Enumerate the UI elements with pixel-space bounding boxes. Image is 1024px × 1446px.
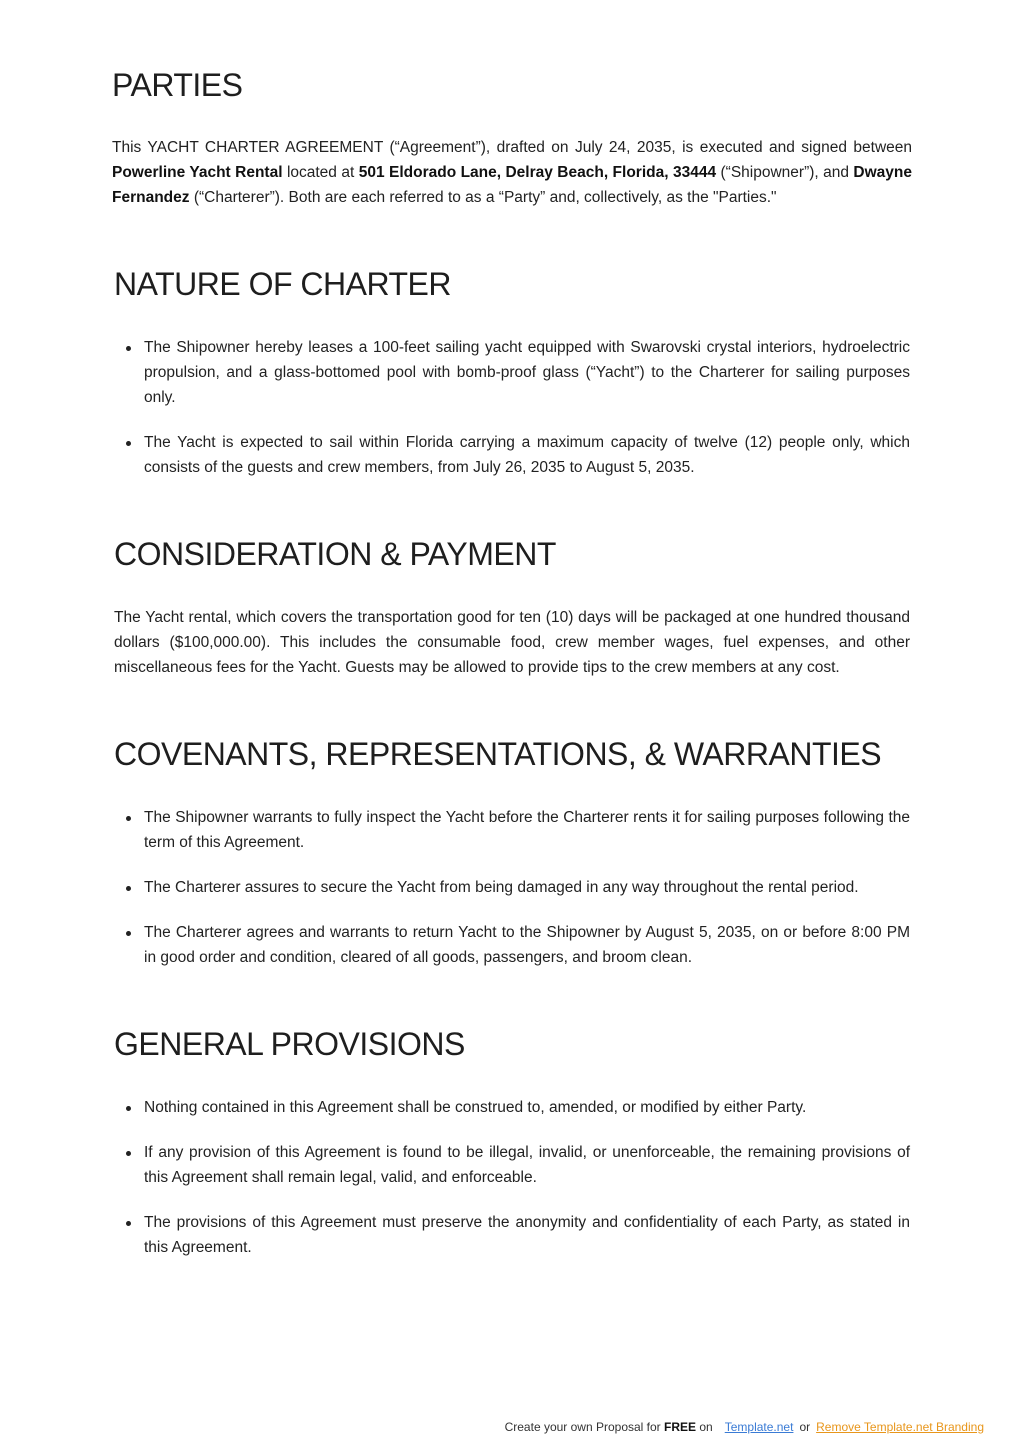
section-heading-consideration-payment: CONSIDERATION & PAYMENT	[114, 536, 556, 572]
parties-text-4: (“Charterer”). Both are each referred to as a “Party” and, collectively, as the "Parties."	[189, 189, 777, 206]
charterer-name: Dwayne Fernandez	[112, 164, 912, 206]
section-heading-covenants: COVENANTS, REPRESENTATIONS, & WARRANTIES	[114, 736, 882, 772]
general-provisions-list	[114, 1095, 910, 1260]
section-heading-nature-of-charter: NATURE OF CHARTER	[114, 266, 451, 302]
parties-text-3: (“Shipowner”), and	[716, 164, 854, 181]
shipowner-address: 501 Eldorado Lane, Delray Beach, Florida, 33444	[358, 164, 717, 181]
list-item: The Yacht is expected to sail within Florida carrying a maximum capacity of twelve (12) people only, which consists of the guests and crew members, from July 26, 2035 to August 5, 2035.	[114, 430, 910, 480]
remove-branding-link[interactable]: Remove Template.net Branding	[816, 1420, 984, 1434]
section-heading-general-provisions: GENERAL PROVISIONS	[114, 1026, 465, 1062]
parties-text-2: located at	[282, 164, 359, 181]
parties-paragraph	[112, 135, 912, 210]
parties-text-1: This YACHT CHARTER AGREEMENT (“Agreement”), drafted on July 24, 2035, is executed and signed between	[112, 139, 912, 156]
footer-or-text: or	[799, 1420, 811, 1434]
list-item: The Shipowner hereby leases a 100-feet sailing yacht equipped with Swarovski crystal interiors, hydroelectric propulsion, and a glass-bottomed pool with bomb-proof glass (“Yacht”) to the Charterer for sailing purposes only.	[114, 335, 910, 410]
list-item: The provisions of this Agreement must preserve the anonymity and confidentiality of each Party, as stated in this Agreement.	[114, 1210, 910, 1260]
shipowner-company-name: Powerline Yacht Rental	[112, 164, 283, 181]
branding-footer	[505, 1419, 984, 1435]
list-item: If any provision of this Agreement is found to be illegal, invalid, or unenforceable, the remaining provisions of this Agreement shall remain legal, valid, and enforceable.	[114, 1140, 910, 1190]
list-item: The Shipowner warrants to fully inspect the Yacht before the Charterer rents it for sailing purposes following the term of this Agreement.	[114, 805, 910, 855]
list-item: Nothing contained in this Agreement shall be construed to, amended, or modified by either Party.	[114, 1095, 910, 1120]
list-item: The Charterer agrees and warrants to return Yacht to the Shipowner by August 5, 2035, on or before 8:00 PM in good order and condition, cleared of all goods, passengers, and broom clean.	[114, 920, 910, 970]
list-item: The Charterer assures to secure the Yacht from being damaged in any way throughout the rental period.	[114, 875, 910, 900]
nature-of-charter-list	[114, 335, 910, 480]
consideration-paragraph: The Yacht rental, which covers the transportation good for ten (10) days will be packaged at one hundred thousand dollars ($100,000.00). This includes the consumable food, crew member wages, fuel expenses, and other miscellaneous fees for the Yacht. Guests may be allowed to provide tips to the crew members at any cost.	[114, 609, 910, 676]
footer-prefix-text: Create your own Proposal for	[504, 1420, 665, 1434]
section-heading-parties: PARTIES	[112, 67, 243, 103]
footer-free-text: FREE	[664, 1420, 697, 1434]
template-net-link[interactable]: Template.net	[724, 1420, 794, 1434]
covenants-list	[114, 805, 910, 970]
footer-on-text: on	[696, 1420, 713, 1434]
